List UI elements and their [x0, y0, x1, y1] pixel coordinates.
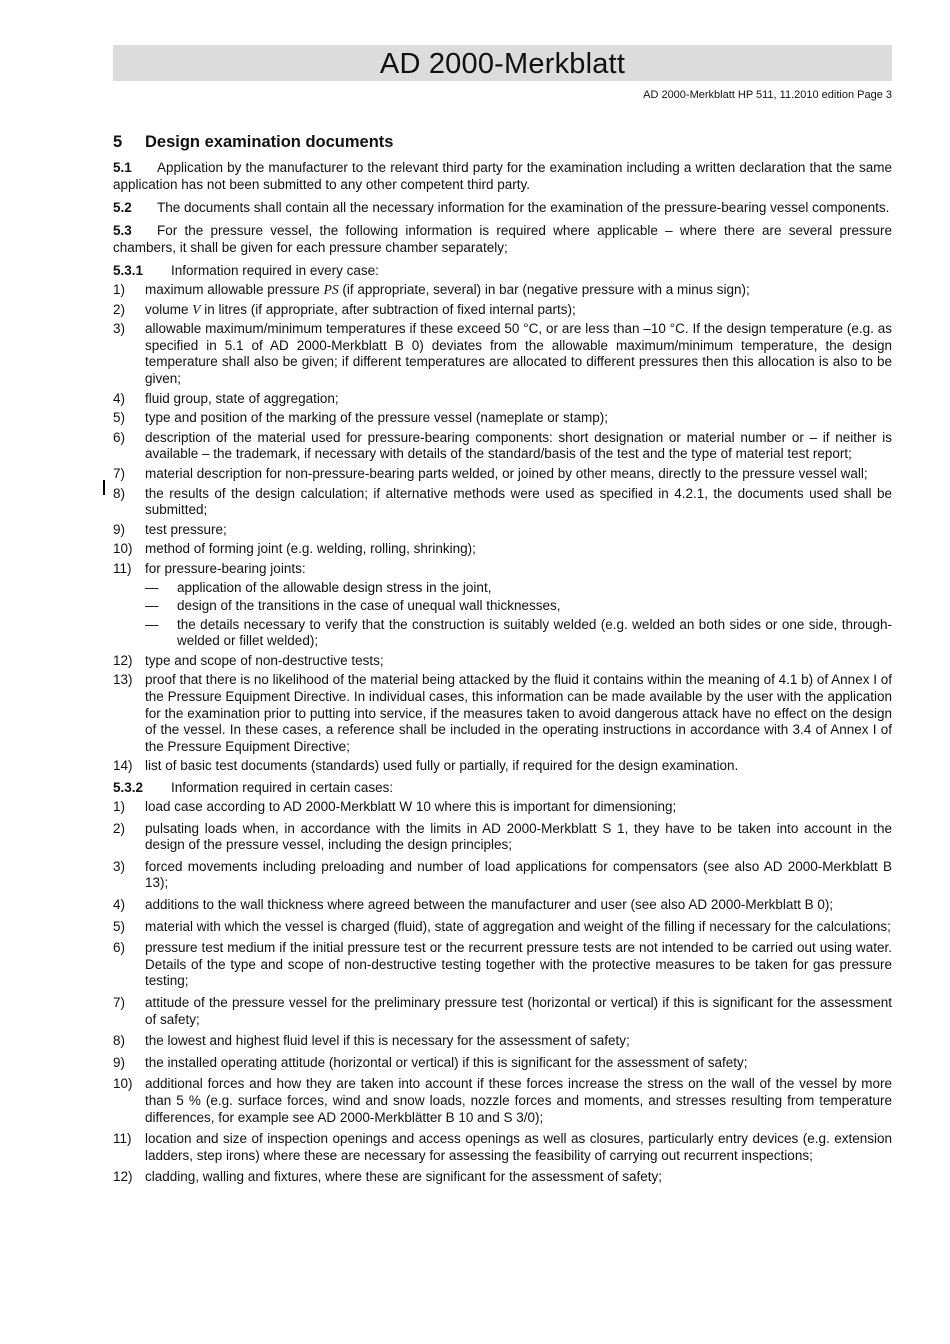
item-text: the lowest and highest fluid level if this is necessary for the assessment of safety; [145, 1033, 630, 1049]
item-text: in litres (if appropriate, after subtraction of fixed internal parts); [200, 301, 576, 317]
item-text: volume [145, 301, 193, 317]
list-item [113, 282, 892, 299]
paragraph-text: The documents shall contain all the necessary information for the examination of the pressure-bearing vessel components. [157, 200, 890, 215]
item-number: 6) [113, 940, 126, 956]
item-text: maximum allowable pressure [145, 282, 324, 297]
list-item [113, 758, 892, 775]
subsection-title: Information required in every case: [171, 263, 379, 278]
paragraph-number: 5.2 [113, 200, 132, 215]
item-text: (if appropriate, several) in bar (negative pressure with a minus sign); [338, 282, 750, 297]
list-item [113, 430, 892, 463]
item-text: the installed operating attitude (horizontal or vertical) if this is significant for the assessment of safety; [145, 1054, 748, 1070]
list-item [113, 859, 892, 892]
item-text: type and position of the marking of the pressure vessel (nameplate or stamp); [145, 410, 608, 426]
list-item [113, 486, 892, 519]
list-item [113, 1055, 892, 1072]
list-item [113, 522, 892, 539]
item-number: 10) [113, 541, 133, 557]
dash-bullet: — [145, 616, 159, 632]
paragraph-5-2 [113, 199, 892, 216]
subsection-5-3-2-heading [113, 779, 892, 796]
list-item [113, 1033, 892, 1050]
item-number: 11) [113, 560, 132, 576]
item-text: attitude of the pressure vessel for the preliminary pressure test (horizontal or vertical) if this is significant for the assessment of safety; [145, 994, 892, 1027]
list-5-3-2 [113, 799, 892, 1186]
subsection-number: 5.3.2 [113, 780, 144, 796]
list-5-3-1 [113, 282, 892, 775]
list-item [113, 541, 892, 558]
symbol-v: V [192, 301, 201, 317]
item-text: list of basic test documents (standards) used fully or partially, if required for the design examination. [145, 758, 739, 774]
item-number: 9) [113, 1054, 126, 1070]
list-item [113, 391, 892, 408]
paragraph-number: 5.3 [113, 223, 132, 238]
item-number: 2) [113, 301, 126, 317]
item-text: description of the material used for pressure-bearing components: short designation or material number or – if neither is available – the trademark, if necessary with details of the standard/basis of the test and the type of material test report; [145, 429, 892, 462]
item-text: proof that there is no likelihood of the material being attacked by the fluid it contains within the meaning of 4.1 b) of Annex I of the Pressure Equipment Directive. In individual cases, this information can be made available by the user with the application for the examination prior to putting into service, if the measures taken to avoid dangerous attack have no effect on the design of the vessel. In these cases, a reference shall be included in the operating instructions in accordance with 3.4 of Annex I of the Pressure Equipment Directive; [145, 672, 892, 754]
list-item [113, 561, 892, 650]
subsection-5-3-1-heading [113, 262, 892, 279]
paragraph-5-1 [113, 159, 892, 193]
item-number: 5) [113, 918, 126, 934]
item-text: pressure test medium if the initial pressure test or the recurrent pressure tests are not intended to be carried out using water. Details of the type and scope of non-destructive testing together with the protective measures to be taken for gas pressure testing; [145, 940, 892, 989]
item-text: type and scope of non-destructive tests; [145, 652, 384, 668]
item-text: method of forming joint (e.g. welding, rolling, shrinking); [145, 541, 476, 557]
item-number: 3) [113, 858, 126, 874]
document-page [113, 45, 892, 1191]
item-number: 13) [113, 672, 133, 688]
item-number: 4) [113, 390, 126, 406]
item-text: cladding, walling and fixtures, where these are significant for the assessment of safety; [145, 1169, 663, 1185]
paragraph-5-3 [113, 222, 892, 256]
section-heading [113, 132, 892, 152]
item-number: 7) [113, 465, 126, 481]
item-number: 12) [113, 652, 133, 668]
subsection-title: Information required in certain cases: [171, 780, 394, 796]
item-number: 2) [113, 820, 126, 836]
sub-list-item [145, 617, 892, 650]
subsection-number: 5.3.1 [113, 263, 144, 278]
dash-bullet: — [145, 579, 159, 595]
list-item [113, 1076, 892, 1126]
item-number: 1) [113, 282, 126, 297]
item-number: 5) [113, 410, 126, 426]
list-item [113, 302, 892, 319]
paragraph-text: Application by the manufacturer to the relevant third party for the examination including a written declaration that the same application has not been submitted to any other competent third party. [113, 160, 892, 192]
dash-bullet: — [145, 598, 159, 614]
item-text: allowable maximum/minimum temperatures if these exceed 50 °C, or are less than –10 °C. If the design temperature (e.g. as specified in 5.1 of AD 2000-Merkblatt B 0) deviates from the allowable maximum/minimum temperature, the design temperature shall also be given; if different temperatures are allocated to different pressures then this allocation is also to be given; [145, 321, 892, 386]
revision-bar [103, 480, 105, 495]
item-text: test pressure; [145, 521, 227, 537]
list-item [113, 653, 892, 670]
list-item [113, 799, 892, 816]
item-number: 3) [113, 321, 126, 337]
item-number: 4) [113, 897, 126, 912]
list-item [113, 995, 892, 1028]
sub-list-item [145, 598, 892, 615]
item-number: 7) [113, 994, 126, 1010]
section-number: 5 [113, 133, 123, 151]
item-text: for pressure-bearing joints: [145, 560, 306, 576]
item-text: load case according to AD 2000-Merkblatt W 10 where this is important for dimensioning; [145, 799, 677, 815]
item-number: 1) [113, 799, 126, 815]
item-text: fluid group, state of aggregation; [145, 390, 339, 406]
item-text: additions to the wall thickness where agreed between the manufacturer and user (see also AD 2000-Merkblatt B 0); [145, 897, 834, 912]
item-text: additional forces and how they are taken into account if these forces increase the stress on the wall of the vessel by more than 5 % (e.g. surface forces, wind and snow loads, nozzle forces and moments, and stresses resulting from temperature differences, for example see AD 2000-Merkblätter B 10 and S 3/0); [145, 1076, 892, 1125]
list-item [113, 940, 892, 990]
item-text: material description for non-pressure-bearing parts welded, or joined by other means, directly to the pressure vessel wall; [145, 465, 868, 481]
list-item [113, 672, 892, 755]
page-title: AD 2000-Merkblatt [113, 45, 892, 81]
list-item [113, 821, 892, 854]
item-number: 8) [113, 485, 126, 501]
sub-list [145, 580, 892, 650]
list-item [113, 321, 892, 387]
sub-item-text: design of the transitions in the case of unequal wall thicknesses, [177, 598, 561, 614]
item-number: 8) [113, 1033, 126, 1049]
item-number: 6) [113, 429, 126, 445]
item-text: material with which the vessel is charged (fluid), state of aggregation and weight of the filling if necessary for the calculations; [145, 918, 891, 934]
item-text: pulsating loads when, in accordance with the limits in AD 2000-Merkblatt S 1, they have to be taken into account in the design of the pressure vessel, including the design principles; [145, 820, 892, 853]
item-text: forced movements including preloading and number of load applications for compensators (see also AD 2000-Merkblatt B 13); [145, 858, 892, 891]
item-number: 11) [113, 1131, 132, 1147]
list-item [113, 919, 892, 936]
item-number: 9) [113, 521, 126, 537]
list-item [113, 410, 892, 427]
list-item [113, 1131, 892, 1164]
list-item [113, 466, 892, 483]
sub-item-text: application of the allowable design stress in the joint, [177, 579, 492, 595]
item-number: 14) [113, 758, 133, 774]
paragraph-text: For the pressure vessel, the following information is required where applicable – where there are several pressure chambers, it shall be given for each pressure chamber separately; [113, 223, 892, 255]
item-text: location and size of inspection openings and access openings as well as closures, particularly entry devices (e.g. extension ladders, step irons) where these are necessary for assessing the feasibility of carrying out recurrent inspections; [145, 1131, 892, 1163]
list-item [113, 897, 892, 914]
list-item [113, 1169, 892, 1186]
symbol-ps: PS [323, 282, 339, 297]
sub-list-item [145, 580, 892, 597]
paragraph-number: 5.1 [113, 160, 132, 175]
edition-line: AD 2000-Merkblatt HP 511, 11.2010 edition Page 3 [643, 89, 892, 101]
item-text: the results of the design calculation; if alternative methods were used as specified in 4.2.1, the documents used shall be submitted; [145, 485, 892, 518]
item-number: 12) [113, 1169, 133, 1185]
section-title: Design examination documents [145, 133, 394, 151]
sub-item-text: the details necessary to verify that the construction is suitably welded (e.g. welded an both sides or one side, through-welded or fillet welded); [177, 616, 892, 649]
item-number: 10) [113, 1076, 133, 1092]
